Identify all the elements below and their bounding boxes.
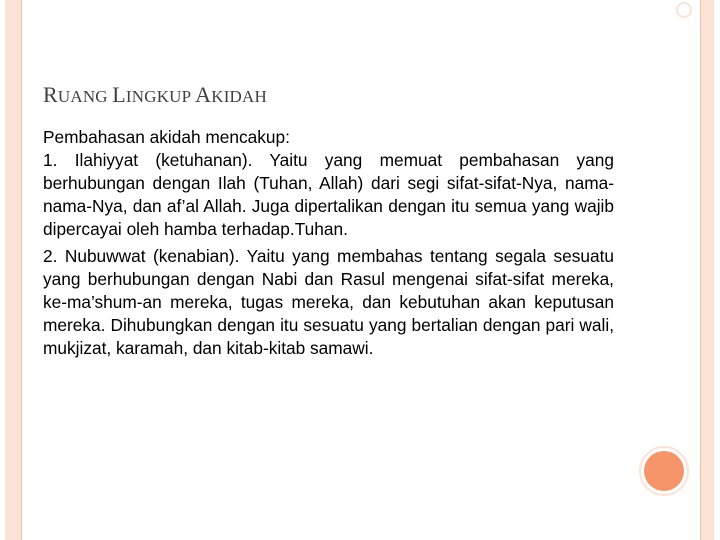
intro-text: Pembahasan akidah mencakup: bbox=[43, 127, 290, 147]
title-part: UANG bbox=[57, 87, 113, 106]
slide-body bbox=[43, 126, 614, 360]
slide-title bbox=[43, 82, 267, 108]
title-part: KIDAH bbox=[211, 87, 267, 106]
title-part: R bbox=[43, 82, 58, 107]
list-item: 2. Nubuwwat (kenabian). Yaitu yang membahas tentang segala sesuatu yang berhubungan dengan Nabi dan Rasul mengenai sifat-sifat mereka, ke-ma’shum-an mereka, tugas mereka, dan kebutuhan akan keputusan mereka. Dihubungkan dengan itu sesuatu yang bertalian dengan pari wali, mukjizat, karamah, dan kitab-kitab samawi. bbox=[43, 246, 614, 358]
decor-circle-small bbox=[676, 2, 692, 18]
right-decor-line bbox=[700, 0, 701, 540]
title-part: A bbox=[195, 82, 212, 107]
left-decor-line bbox=[21, 0, 22, 540]
list-item: 1. Ilahiyyat (ketuhanan). Yaitu yang memuat pembahasan yang berhubungan dengan Ilah (Tuhan, Allah) dari segi sifat-sifat-Nya, nama-nama-Nya, dan af’al Allah. Juga dipertalikan dengan itu semua yang wajib dipercayai oleh hamba terhadap.Tuhan. bbox=[43, 150, 614, 239]
decor-circle-orange bbox=[641, 448, 687, 494]
title-part: INGKUP bbox=[125, 87, 196, 106]
right-decor-bar bbox=[701, 0, 714, 540]
title-part: L bbox=[112, 82, 126, 107]
left-decor-bar bbox=[5, 0, 21, 540]
